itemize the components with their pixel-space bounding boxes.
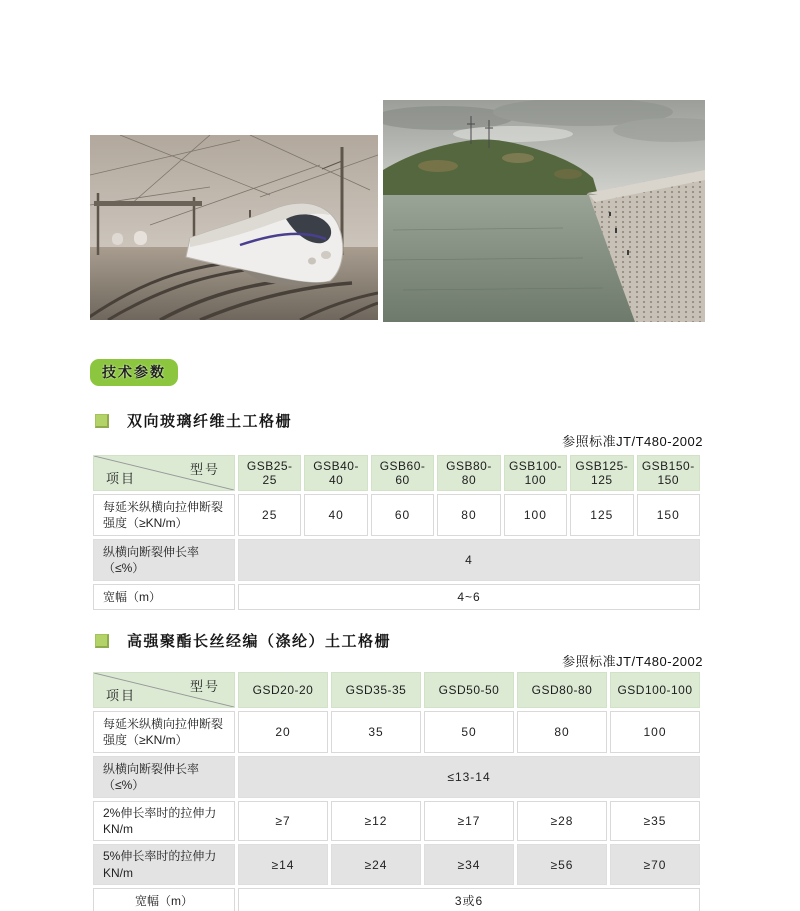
value-cell: 50 xyxy=(424,711,514,753)
table-row xyxy=(93,711,700,753)
spec-table-gsb xyxy=(90,452,703,613)
model-column-header: GSB60-60 xyxy=(371,455,434,491)
value-cell: 100 xyxy=(610,711,700,753)
value-cell: 40 xyxy=(304,494,367,536)
standard-reference: 参照标准JT/T480-2002 xyxy=(562,434,703,449)
span-value-cell: 4 xyxy=(238,539,700,581)
train-photo xyxy=(90,135,378,320)
value-cell: 100 xyxy=(504,494,567,536)
model-column-header: GSD50-50 xyxy=(424,672,514,708)
corner-header-cell xyxy=(93,672,235,708)
span-value-cell: ≤13-14 xyxy=(238,756,700,798)
train-illustration xyxy=(90,135,378,320)
corner-label-item: 项目 xyxy=(106,688,137,703)
model-column-header: GSD100-100 xyxy=(610,672,700,708)
table-row xyxy=(93,539,700,581)
value-cell: 35 xyxy=(331,711,421,753)
model-column-header: GSB25-25 xyxy=(238,455,301,491)
span-value-cell: 4~6 xyxy=(238,584,700,610)
row-label: 每延米纵横向拉伸断裂 强度（≥KN/m） xyxy=(93,711,235,753)
row-label: 每延米纵横向拉伸断裂 强度（≥KN/m） xyxy=(93,494,235,536)
model-column-header: GSD20-20 xyxy=(238,672,328,708)
section-bullet-icon xyxy=(95,414,109,428)
value-cell: ≥12 xyxy=(331,801,421,841)
table-row xyxy=(93,801,700,841)
corner-label-item: 项目 xyxy=(106,471,137,486)
corner-label-model: 型号 xyxy=(189,679,220,694)
model-column-header: GSB40-40 xyxy=(304,455,367,491)
row-label: 5%伸长率时的拉伸力KN/m xyxy=(93,844,235,884)
model-column-header: GSB125-125 xyxy=(570,455,633,491)
table-row xyxy=(93,756,700,798)
section-title: 双向玻璃纤维土工格栅 xyxy=(127,413,293,430)
value-cell: ≥7 xyxy=(238,801,328,841)
model-column-header: GSD80-80 xyxy=(517,672,607,708)
value-cell: 25 xyxy=(238,494,301,536)
value-cell: 80 xyxy=(517,711,607,753)
row-label: 纵横向断裂伸长率 （≤%） xyxy=(93,539,235,581)
row-label: 宽幅（m） xyxy=(93,584,235,610)
value-cell: 150 xyxy=(637,494,700,536)
value-cell: ≥56 xyxy=(517,844,607,884)
value-cell: ≥24 xyxy=(331,844,421,884)
model-column-header: GSB100-100 xyxy=(504,455,567,491)
table-row xyxy=(93,584,700,610)
corner-label-model: 型号 xyxy=(189,462,220,477)
model-column-header: GSB150-150 xyxy=(637,455,700,491)
value-cell: ≥34 xyxy=(424,844,514,884)
value-cell: ≥28 xyxy=(517,801,607,841)
model-column-header: GSB80-80 xyxy=(437,455,500,491)
section-header-1 xyxy=(95,410,292,431)
value-cell: ≥35 xyxy=(610,801,700,841)
dam-illustration xyxy=(383,100,705,322)
section-bullet-icon xyxy=(95,634,109,648)
value-cell: 125 xyxy=(570,494,633,536)
section-title: 高强聚酯长丝经编（涤纶）土工格栅 xyxy=(127,633,392,650)
model-column-header: GSD35-35 xyxy=(331,672,421,708)
table-row xyxy=(93,888,700,911)
value-cell: 60 xyxy=(371,494,434,536)
section-header-2 xyxy=(95,630,391,651)
value-cell: 20 xyxy=(238,711,328,753)
corner-header-cell xyxy=(93,455,235,491)
table-row xyxy=(93,844,700,884)
row-label: 宽幅（m） xyxy=(93,888,235,911)
row-label: 纵横向断裂伸长率 （≤%） xyxy=(93,756,235,798)
standard-reference: 参照标准JT/T480-2002 xyxy=(562,654,703,669)
value-cell: 80 xyxy=(437,494,500,536)
value-cell: ≥14 xyxy=(238,844,328,884)
spec-table-gsd xyxy=(90,669,703,911)
span-value-cell: 3或6 xyxy=(238,888,700,911)
row-label: 2%伸长率时的拉伸力KN/m xyxy=(93,801,235,841)
value-cell: ≥70 xyxy=(610,844,700,884)
tech-params-badge: 技术参数 xyxy=(90,359,178,386)
geogrid-dam-photo xyxy=(383,100,705,322)
value-cell: ≥17 xyxy=(424,801,514,841)
table-row xyxy=(93,494,700,536)
